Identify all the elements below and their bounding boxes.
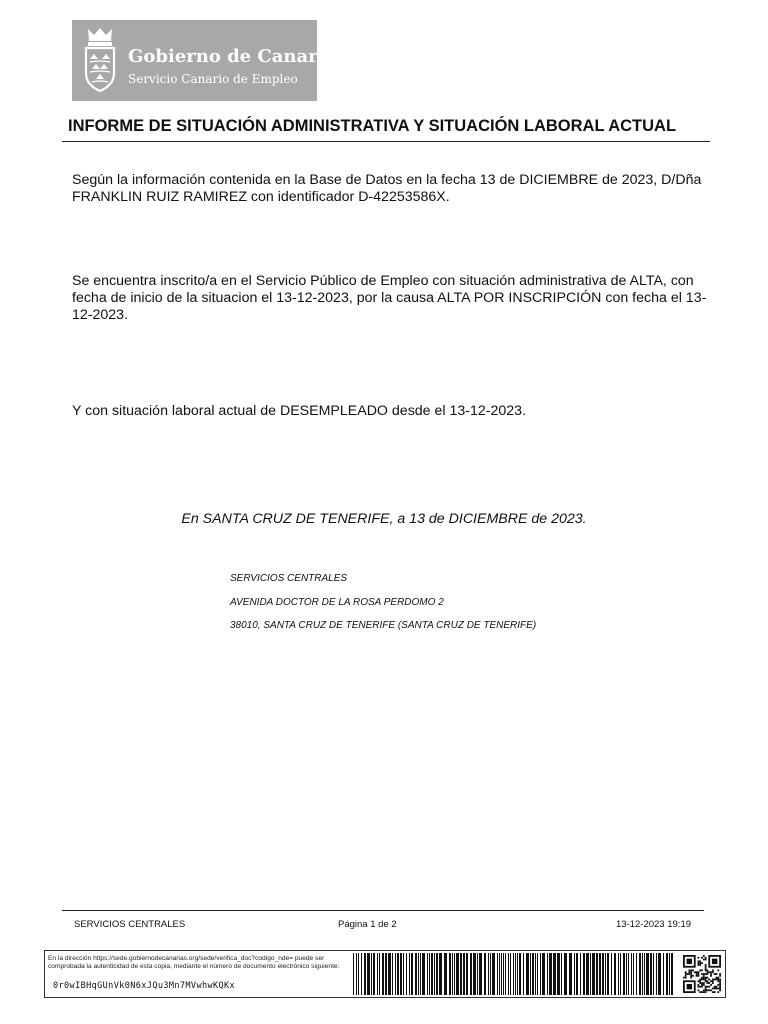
place-and-date: En SANTA CRUZ DE TENERIFE, a 13 de DICIEMBRE de 2023. xyxy=(181,511,587,527)
department-name: Servicio Canario de Empleo xyxy=(128,72,298,86)
address-line-1: SERVICIOS CENTRALES xyxy=(230,573,348,584)
barcode-icon xyxy=(353,953,721,995)
coat-of-arms-icon xyxy=(80,25,120,95)
header-logo xyxy=(72,20,347,101)
verification-text: En la dirección https://sede.gobiernodecanarias.org/sede/verifica_doc?codigo_nde= puede ser comprobada la autenticidad de esta copia, mediante el número de documento electrónico siguiente: xyxy=(48,955,340,970)
footer-office: SERVICIOS CENTRALES xyxy=(74,919,186,930)
footer-timestamp: 13-12-2023 19:19 xyxy=(616,919,692,930)
page-number: Página 1 de 2 xyxy=(338,919,397,930)
verification-box xyxy=(44,950,726,998)
document-title: INFORME DE SITUACIÓN ADMINISTRATIVA Y SITUACIÓN LABORAL ACTUAL xyxy=(62,117,710,142)
address-line-3: 38010, SANTA CRUZ DE TENERIFE (SANTA CRUZ DE TENERIFE) xyxy=(230,620,537,631)
paragraph-administrative-status: Se encuentra inscrito/a en el Servicio Público de Empleo con situación administrativa de ALTA, con fecha de inicio de la situacion el 13-12-2023, por la causa ALTA POR INSCRIPCIÓN con fecha el 13-12-2023. xyxy=(72,273,707,323)
qr-code-icon xyxy=(683,955,721,993)
address-line-2: AVENIDA DOCTOR DE LA ROSA PERDOMO 2 xyxy=(230,597,444,608)
org-name: Gobierno de Canarias xyxy=(128,46,347,67)
verification-code: 0r0wIBHqGUnVk0N6xJQu3Mn7MVwhwKQKx xyxy=(53,981,236,991)
paragraph-identity: Según la información contenida en la Base de Datos en la fecha 13 de DICIEMBRE de 2023, D/Dña FRANKLIN RUIZ RAMIREZ con identificador D-42253586X. xyxy=(72,172,702,205)
paragraph-employment-status: Y con situación laboral actual de DESEMPLEADO desde el 13-12-2023. xyxy=(72,403,527,419)
footer-divider xyxy=(62,910,704,911)
